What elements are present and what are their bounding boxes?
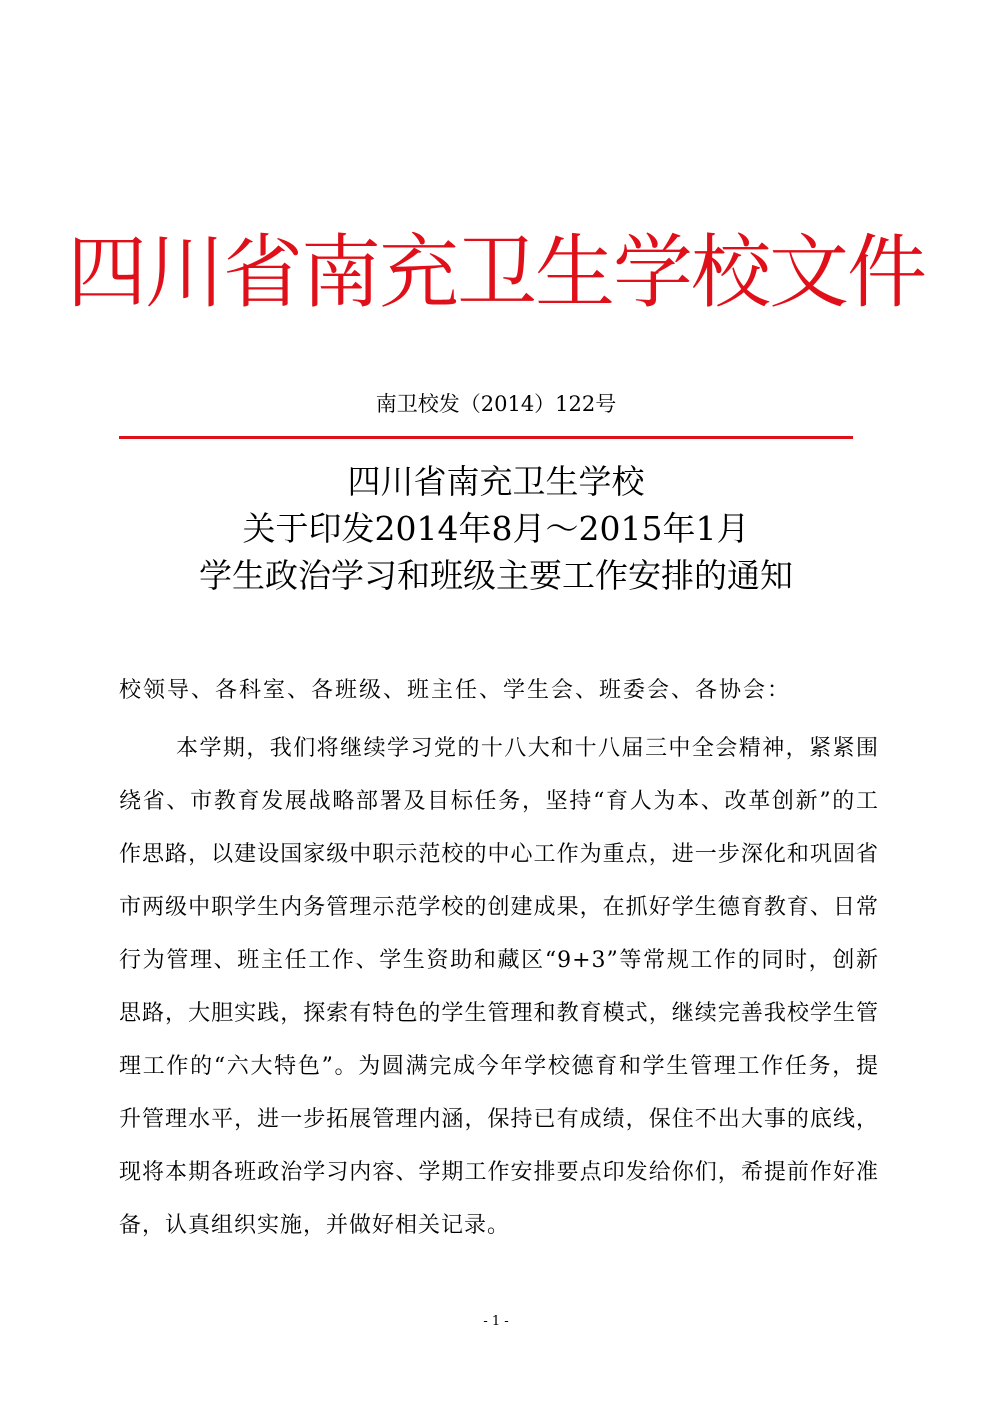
title-line-2: 关于印发2014年8月～2015年1月	[242, 509, 750, 548]
title-line-1: 四川省南充卫生学校	[347, 462, 645, 501]
red-divider	[119, 436, 853, 439]
notice-title	[0, 458, 992, 599]
page-number: - 1 -	[483, 1314, 509, 1329]
body-paragraph: 本学期，我们将继续学习党的十八大和十八届三中全会精神，紧紧围绕省、市教育发展战略部署及目标任务，坚持“育人为本、改革创新”的工作思路，以建设国家级中职示范校的中心工作为重点，进一步深化和巩固省市两级中职学生内务管理示范学校的创建成果，在抓好学生德育教育、日常行为管理、班主任工作、学生资助和藏区“9+3”等常规工作的同时，创新思路，大胆实践，探索有特色的学生管理和教育模式，继续完善我校学生管理工作的“六大特色”。为圆满完成今年学校德育和学生管理工作任务，提升管理水平，进一步拓展管理内涵，保持已有成绩，保住不出大事的底线，现将本期各班政治学习内容、学期工作安排要点印发给你们，希提前作好准备，认真组织实施，并做好相关记录。	[119, 736, 879, 1238]
letterhead-title: 四川省南充卫生学校文件	[67, 226, 925, 319]
document-number: 南卫校发（2014）122号	[375, 392, 617, 416]
title-line-3: 学生政治学习和班级主要工作安排的通知	[199, 556, 793, 595]
addressee: 校领导、各科室、各班级、班主任、学生会、班委会、各协会：	[119, 678, 792, 703]
